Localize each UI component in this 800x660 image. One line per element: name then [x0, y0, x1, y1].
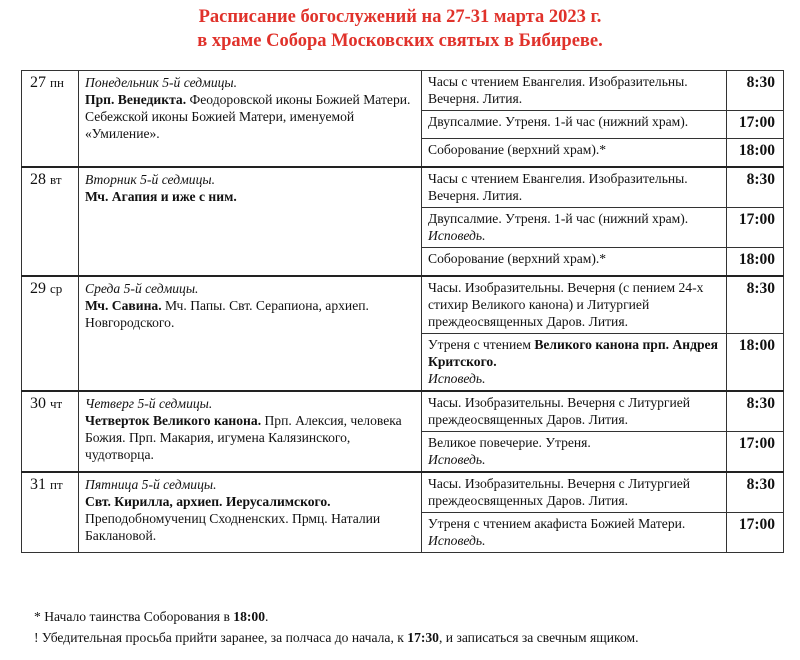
service-time: 8:30 [727, 71, 784, 111]
footnote-request [34, 627, 639, 648]
service-cell [422, 167, 727, 208]
weekday: пт [50, 477, 63, 492]
schedule-title: Расписание богослужений на 27-31 марта 2023 г. [198, 7, 602, 27]
service-time: 8:30 [727, 472, 784, 513]
service-text: Соборование (верхний храм).* [428, 251, 607, 266]
service-time: 8:30 [727, 167, 784, 208]
commemoration-text: Преподобномучениц Сходненских. Прмц. Наталии Баклановой. [85, 511, 381, 543]
footnote-text-end: , и записаться за свечным ящиком. [438, 630, 639, 645]
service-cell [422, 472, 727, 513]
schedule-row [22, 167, 784, 208]
service-time: 18:00 [727, 139, 784, 168]
service-text: Часы. Изобразительны. Вечерня с Литургией преждеосвященных Даров. Лития. [428, 476, 691, 508]
schedule-row [22, 276, 784, 334]
service-cell [422, 513, 727, 553]
week-label: Среда 5-й седмицы. [85, 281, 199, 296]
feast-name: Прп. Венедикта. [85, 92, 187, 107]
service-text-intro: Утреня с чтением [428, 337, 535, 352]
schedule-table [21, 70, 784, 553]
service-cell [422, 139, 727, 168]
date-cell [22, 276, 79, 391]
date-cell [22, 167, 79, 276]
service-text: Двупсалмие. Утреня. 1-й час (нижний храм). [428, 114, 689, 129]
confession-note: Исповедь. [428, 228, 486, 243]
week-label: Пятница 5-й седмицы. [85, 477, 217, 492]
footnote-text: * Начало таинства Соборования в [34, 609, 234, 624]
feast-name: Мч. Агапия и иже с ним. [85, 189, 237, 204]
weekday: ср [50, 281, 63, 296]
day-number: 28 [30, 171, 46, 188]
service-time: 18:00 [727, 248, 784, 277]
service-time: 17:00 [727, 208, 784, 248]
service-text: Часы с чтением Евангелия. Изобразительны. Вечерня. Лития. [428, 74, 688, 106]
weekday: пн [50, 75, 64, 90]
day-number: 29 [30, 280, 46, 297]
footnotes [34, 606, 639, 648]
service-text: Великое повечерие. Утреня. [428, 435, 591, 450]
service-time: 17:00 [727, 111, 784, 139]
service-cell [422, 334, 727, 392]
confession-note: Исповедь. [428, 371, 486, 386]
feast-name: Свт. Кирилла, архиеп. Иерусалимского. [85, 494, 331, 509]
service-cell [422, 208, 727, 248]
schedule-row [22, 71, 784, 111]
footnote-time: 18:00 [233, 609, 265, 624]
day-description [79, 71, 422, 168]
date-cell [22, 472, 79, 553]
confession-note: Исповедь. [428, 452, 486, 467]
weekday: вт [50, 172, 62, 187]
date-cell [22, 391, 79, 472]
footnote-text-end: . [265, 609, 269, 624]
service-time: 17:00 [727, 513, 784, 553]
service-cell [422, 391, 727, 432]
week-label: Четверг 5-й седмицы. [85, 396, 213, 411]
footnote-text: ! Убедительная просьба прийти заранее, за полчаса до начала, к [34, 630, 408, 645]
service-cell [422, 432, 727, 473]
week-label: Вторник 5-й седмицы. [85, 172, 215, 187]
service-cell [422, 111, 727, 139]
footnote-time: 17:30 [407, 630, 439, 645]
confession-note: Исповедь. [428, 533, 486, 548]
day-number: 30 [30, 395, 46, 412]
day-description [79, 167, 422, 276]
service-text: Соборование (верхний храм).* [428, 142, 607, 157]
service-text: Двупсалмие. Утреня. 1-й час (нижний храм). [428, 211, 689, 226]
day-description [79, 276, 422, 391]
schedule-subtitle: в храме Собора Московских святых в Бибиреве. [197, 31, 603, 51]
week-label: Понедельник 5-й седмицы. [85, 75, 238, 90]
service-text: Утреня с чтением акафиста Божией Матери. [428, 516, 686, 531]
service-time: 17:00 [727, 432, 784, 473]
service-text: Часы. Изобразительны. Вечерня (с пением 24-х стихир Великого канона) и Литургией преждеосвященных Даров. Лития. [428, 280, 704, 329]
commemoration-text: Феодоровской иконы Божией Матери. Себежской иконы Божией Матери, именуемой «Умиление». [85, 92, 411, 141]
service-cell [422, 71, 727, 111]
weekday: чт [50, 396, 63, 411]
day-number: 31 [30, 476, 46, 493]
feast-name: Четверток Великого канона. [85, 413, 262, 428]
feast-name: Мч. Савина. [85, 298, 162, 313]
commemoration-text: Мч. Папы. Свт. Серапиона, архиеп. Новгородского. [85, 298, 369, 330]
day-description [79, 391, 422, 472]
commemoration-text: Прп. Алексия, человека Божия. Прп. Макария, игумена Калязинского, чудотворца. [85, 413, 402, 462]
footnote-anointing [34, 606, 639, 627]
day-number: 27 [30, 74, 46, 91]
service-cell [422, 248, 727, 277]
service-text: Часы с чтением Евангелия. Изобразительны. Вечерня. Лития. [428, 171, 688, 203]
date-cell [22, 71, 79, 168]
service-text: Часы. Изобразительны. Вечерня с Литургией преждеосвященных Даров. Лития. [428, 395, 691, 427]
service-time: 8:30 [727, 391, 784, 432]
schedule-row [22, 472, 784, 513]
service-cell [422, 276, 727, 334]
day-description [79, 472, 422, 553]
service-time: 18:00 [727, 334, 784, 392]
service-text-highlight: Великого канона прп. Андрея Критского. [428, 337, 718, 369]
schedule-row [22, 391, 784, 432]
service-time: 8:30 [727, 276, 784, 334]
